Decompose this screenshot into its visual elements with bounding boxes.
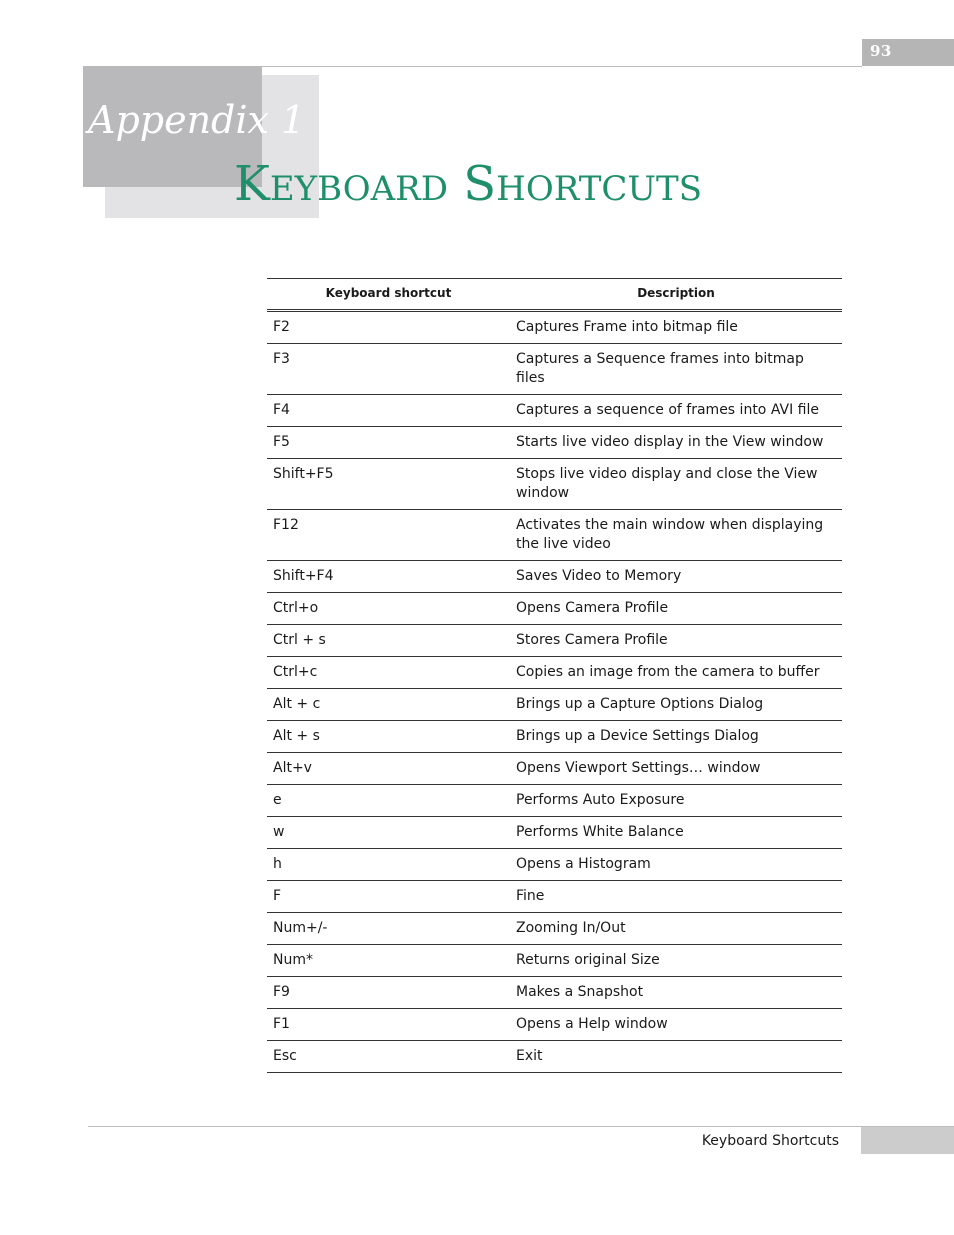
table-row (267, 849, 842, 881)
shortcut-description-cell: Fine (510, 881, 842, 913)
shortcut-key-cell: w (267, 817, 510, 849)
chapter-title: Keyboard Shortcuts (234, 156, 703, 212)
table-row (267, 689, 842, 721)
appendix-label: Appendix 1 (88, 98, 306, 142)
shortcut-description-cell: Brings up a Device Settings Dialog (510, 721, 842, 753)
footer-rule (88, 1126, 954, 1127)
table-row (267, 785, 842, 817)
shortcut-key-cell: F2 (267, 311, 510, 344)
table-row (267, 311, 842, 344)
shortcut-description-cell: Copies an image from the camera to buffer (510, 657, 842, 689)
shortcut-description-cell: Opens Viewport Settings… window (510, 753, 842, 785)
shortcut-key-cell: Esc (267, 1041, 510, 1073)
table-row (267, 817, 842, 849)
table-row (267, 1041, 842, 1073)
shortcut-key-cell: Shift+F5 (267, 459, 510, 510)
shortcut-key-cell: F4 (267, 395, 510, 427)
footer-section-name: Keyboard Shortcuts (701, 1133, 839, 1149)
shortcut-description-cell: Saves Video to Memory (510, 561, 842, 593)
table-row (267, 977, 842, 1009)
table-row (267, 459, 842, 510)
shortcut-key-cell: F5 (267, 427, 510, 459)
shortcut-key-cell: h (267, 849, 510, 881)
shortcut-table (267, 278, 842, 1073)
column-header-shortcut: Keyboard shortcut (267, 279, 510, 311)
shortcut-table-container (267, 278, 842, 1073)
table-row (267, 881, 842, 913)
column-header-description: Description (510, 279, 842, 311)
table-row (267, 945, 842, 977)
shortcut-key-cell: F3 (267, 344, 510, 395)
table-row (267, 561, 842, 593)
table-row (267, 427, 842, 459)
shortcut-key-cell: Num* (267, 945, 510, 977)
table-header-row (267, 279, 842, 311)
table-row (267, 913, 842, 945)
shortcut-key-cell: Num+/- (267, 913, 510, 945)
shortcut-description-cell: Captures a Sequence frames into bitmap files (510, 344, 842, 395)
shortcut-key-cell: e (267, 785, 510, 817)
shortcut-description-cell: Performs Auto Exposure (510, 785, 842, 817)
shortcut-description-cell: Opens Camera Profile (510, 593, 842, 625)
footer-tab (861, 1127, 954, 1154)
shortcut-key-cell: Shift+F4 (267, 561, 510, 593)
shortcut-key-cell: Ctrl+o (267, 593, 510, 625)
shortcut-key-cell: Alt+v (267, 753, 510, 785)
shortcut-key-cell: Alt + c (267, 689, 510, 721)
shortcut-key-cell: Ctrl+c (267, 657, 510, 689)
shortcut-key-cell: Alt + s (267, 721, 510, 753)
shortcut-key-cell: F12 (267, 510, 510, 561)
shortcut-description-cell: Activates the main window when displaying the live video (510, 510, 842, 561)
table-row (267, 395, 842, 427)
shortcut-description-cell: Zooming In/Out (510, 913, 842, 945)
shortcut-description-cell: Opens a Help window (510, 1009, 842, 1041)
shortcut-description-cell: Starts live video display in the View window (510, 427, 842, 459)
table-row (267, 510, 842, 561)
page-number: 93 (870, 42, 892, 60)
table-row (267, 344, 842, 395)
shortcut-description-cell: Makes a Snapshot (510, 977, 842, 1009)
shortcut-key-cell: Ctrl + s (267, 625, 510, 657)
table-row (267, 1009, 842, 1041)
shortcut-description-cell: Stores Camera Profile (510, 625, 842, 657)
shortcut-key-cell: F1 (267, 1009, 510, 1041)
shortcut-description-cell: Performs White Balance (510, 817, 842, 849)
table-row (267, 625, 842, 657)
shortcut-description-cell: Brings up a Capture Options Dialog (510, 689, 842, 721)
shortcut-description-cell: Stops live video display and close the View window (510, 459, 842, 510)
shortcut-description-cell: Opens a Histogram (510, 849, 842, 881)
table-body (267, 311, 842, 1073)
table-row (267, 657, 842, 689)
table-row (267, 593, 842, 625)
shortcut-description-cell: Returns original Size (510, 945, 842, 977)
shortcut-description-cell: Exit (510, 1041, 842, 1073)
shortcut-key-cell: F9 (267, 977, 510, 1009)
table-row (267, 721, 842, 753)
shortcut-description-cell: Captures a sequence of frames into AVI file (510, 395, 842, 427)
table-row (267, 753, 842, 785)
shortcut-key-cell: F (267, 881, 510, 913)
shortcut-description-cell: Captures Frame into bitmap file (510, 311, 842, 344)
